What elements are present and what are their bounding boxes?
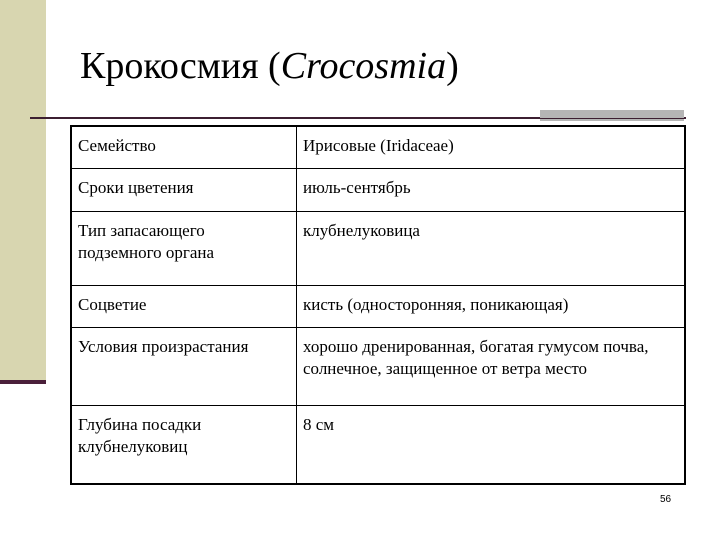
table-row bbox=[71, 327, 685, 405]
row-label: Глубина посадки клубнелуковиц bbox=[71, 405, 297, 484]
row-label: Условия произрастания bbox=[71, 327, 297, 405]
row-value: 8 см bbox=[297, 405, 686, 484]
row-value: июль-сентябрь bbox=[297, 168, 686, 211]
row-label: Тип запасающего подземного органа bbox=[71, 211, 297, 285]
row-value: Ирисовые (Iridaceae) bbox=[297, 126, 686, 168]
info-table bbox=[70, 125, 686, 485]
table-row bbox=[71, 168, 685, 211]
title-text: Крокосмия ( bbox=[80, 45, 281, 87]
decorative-left-tick bbox=[0, 380, 46, 384]
decorative-grey-bar bbox=[540, 110, 684, 118]
title-close: ) bbox=[446, 45, 459, 87]
slide-title bbox=[80, 42, 459, 90]
table-row bbox=[71, 126, 685, 168]
decorative-left-band bbox=[0, 0, 46, 380]
row-value: хорошо дренированная, богатая гумусом почва, солнечное, защищенное от ветра место bbox=[297, 327, 686, 405]
table-row bbox=[71, 211, 685, 285]
page-number: 56 bbox=[660, 494, 672, 505]
row-label: Семейство bbox=[71, 126, 297, 168]
row-label: Соцветие bbox=[71, 285, 297, 327]
row-label: Сроки цветения bbox=[71, 168, 297, 211]
row-value: кисть (односторонняя, поникающая) bbox=[297, 285, 686, 327]
table-row bbox=[71, 285, 685, 327]
title-latin: Crocosmia bbox=[280, 45, 447, 87]
row-value: клубнелуковица bbox=[297, 211, 686, 285]
table-row bbox=[71, 405, 685, 484]
